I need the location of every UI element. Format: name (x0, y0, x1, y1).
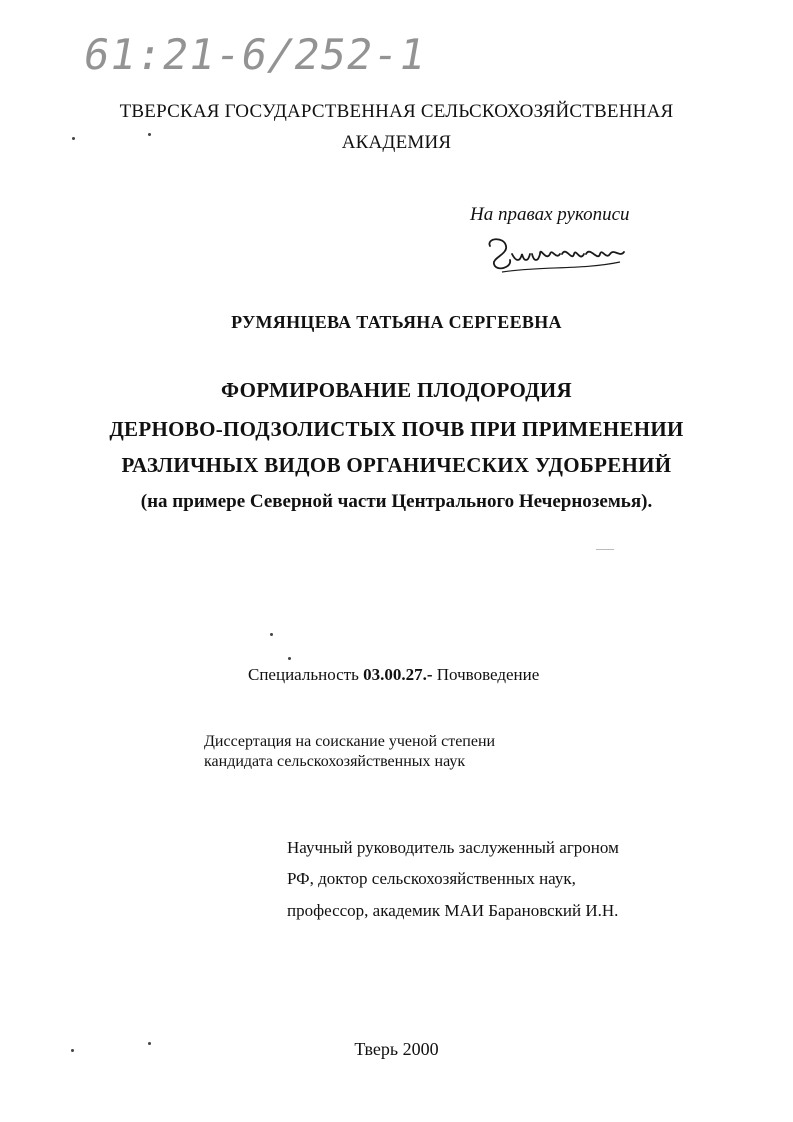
specialty (248, 665, 539, 685)
title-line-3: РАЗЛИЧНЫХ ВИДОВ ОРГАНИЧЕСКИХ УДОБРЕНИЙ (121, 453, 672, 477)
specialty-code: 03.00.27.- (363, 665, 433, 684)
scan-speck (148, 133, 151, 136)
organization-line-1: ТВЕРСКАЯ ГОСУДАРСТВЕННАЯ СЕЛЬСКОХОЗЯЙСТВЕННАЯ (119, 101, 674, 122)
organization-line-2: АКАДЕМИЯ (341, 132, 452, 153)
dissertation-line-2: кандидата сельскохозяйственных наук (204, 753, 466, 770)
author-name: РУМЯНЦЕВА ТАТЬЯНА СЕРГЕЕВНА (231, 312, 562, 332)
scan-speck (288, 657, 291, 660)
archive-stamp: 61:21-6/252-1 (79, 30, 431, 79)
title-line-1: ФОРМИРОВАНИЕ ПЛОДОРОДИЯ (221, 378, 572, 402)
author-signature (482, 232, 632, 282)
title-line-2: ДЕРНОВО-ПОДЗОЛИСТЫХ ПОЧВ ПРИ ПРИМЕНЕНИИ (109, 417, 684, 441)
specialty-label: Специальность (248, 665, 359, 684)
title-subtitle: (на примере Северной части Центрального Нечерноземья). (140, 491, 653, 512)
city-year: Тверь 2000 (354, 1039, 439, 1059)
dissertation-line-1: Диссертация на соискание ученой степени (204, 733, 496, 750)
supervisor-line-2: РФ, доктор сельскохозяйственных наук, (287, 869, 576, 888)
specialty-name: Почвоведение (436, 665, 540, 684)
supervisor-line-1: Научный руководитель заслуженный агроном (287, 838, 619, 857)
scan-speck (71, 1049, 74, 1052)
rights-notice: На правах рукописи (470, 204, 630, 225)
scan-mark (596, 549, 614, 550)
scan-speck (72, 137, 75, 140)
supervisor-line-3: профессор, академик МАИ Барановский И.Н. (287, 901, 619, 920)
scan-speck (270, 633, 273, 636)
scan-speck (148, 1042, 151, 1045)
